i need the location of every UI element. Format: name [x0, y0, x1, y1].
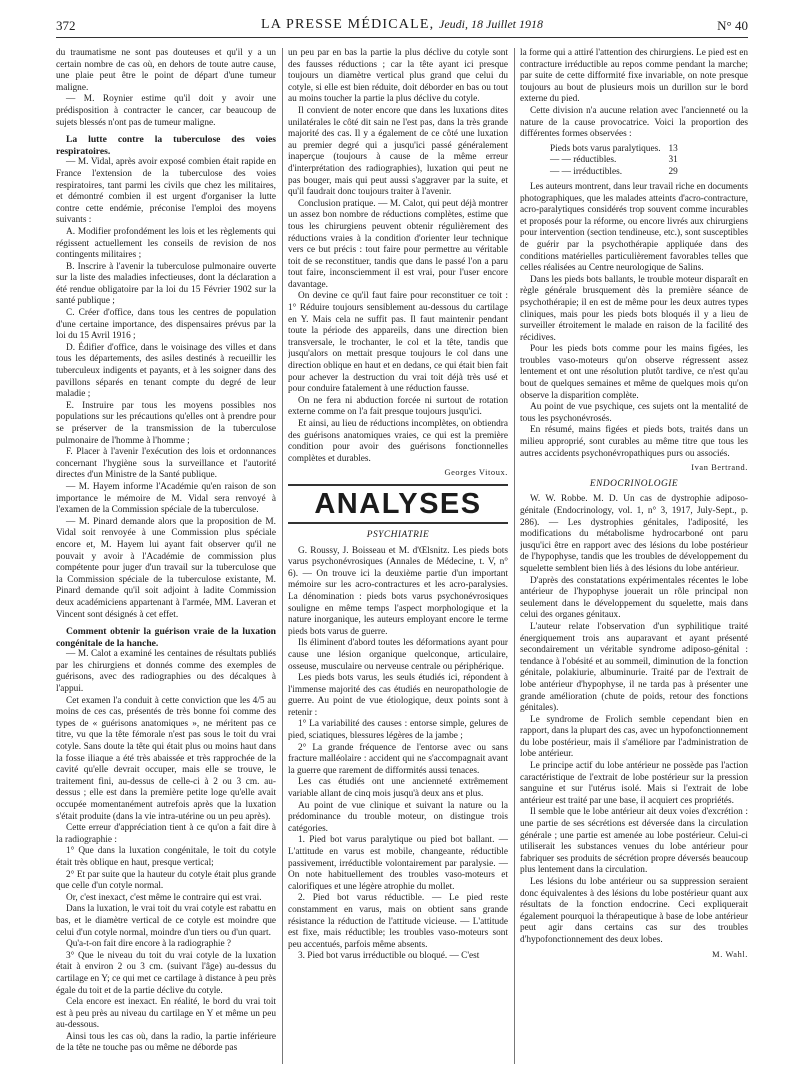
list-item: E. Instruire par tous les moyens possibles nos populations sur les précautions qu'elles ont à prendre pour se préserver de la transmission de la tuberculose pulmonaire de l'homme à l'homme ;: [56, 400, 276, 446]
paragraph: Les auteurs montrent, dans leur travail riche en documents photographiques, que les malades atteints d'acro-contracture, acro-paralytiques considérés trop souvent comme incurables et proposés pour la réforme, ou encore livrés aux chirurgiens pour intervention (section tendineuse, etc.), sont susceptibles de guérir par la psychothérapie appliquée dans des conditions matérielles particulièrement favorables telles que celles réalisées au Centre neurologique de Salins.: [520, 181, 748, 274]
column-rule: [282, 48, 283, 1064]
paragraph: — M. Vidal, après avoir exposé combien était rapide en France l'extension de la tuberculose des voies respiratoires, tant parmi les civils que chez les militaires, et démontré combien il est urgent d'organiser la lutte contre cette endémie, préconise l'emploi des moyens suivants :: [56, 157, 276, 226]
paragraph: 1° Que dans la luxation congénitale, le toit du cotyle était très oblique en haut, presque vertical;: [56, 846, 276, 868]
column-3: [520, 48, 748, 1070]
paragraph: Le syndrome de Frolich semble cependant bien en rapport, dans la plupart des cas, avec un hypofonctionnement du lobe postérieur, mais il s'améliore par l'administration de lobe antérieur.: [520, 714, 748, 760]
masthead: [56, 16, 748, 38]
paragraph: Au point de vue psychique, ces sujets ont la mentalité de tous les psychonévrosés.: [520, 402, 748, 424]
list-item: F. Placer à l'avenir l'exécution des lois et ordonnances concernant l'hygiène sous la surveillance et l'autorité directes d'un Ministre de la Santé publique.: [56, 447, 276, 481]
column-1: [56, 48, 276, 1070]
table-cell-label: — — irréductibles.: [550, 166, 623, 177]
paragraph: En résumé, mains figées et pieds bots, traités dans un milieu approprié, sont curables au même titre que tous les autres accidents psychonévropathiques purs ou associés.: [520, 425, 748, 459]
table-cell-value: 31: [668, 155, 678, 166]
paragraph: Et ainsi, au lieu de réductions incomplètes, on obtiendra des guérisons anatomiques vraies, ce qui est la première condition pour avoir des guérisons fonctionnelles complètes et durables.: [288, 419, 508, 464]
paragraph: Le principe actif du lobe antérieur ne possède pas l'action caractéristique de l'extrait de lobe postérieur sur la pression sanguine et sur l'utérus isolé. Mais si l'extrait de lobe antérieur est traité par une base, il acquiert ces propriétés.: [520, 761, 748, 806]
author-signature: Georges Vitoux.: [444, 468, 508, 478]
column-rule: [514, 48, 515, 1064]
proportion-table: [546, 144, 682, 178]
paragraph: Pour les pieds bots comme pour les mains figées, les troubles vaso-moteurs qu'on observe régressent assez lentement et ont une résolution plutôt tardive, ce n'est qu'au bout de quelques semaines et même de quelques mois qu'on observe la disparition complète.: [520, 344, 748, 401]
paragraph: 2° La grande fréquence de l'entorse avec ou sans fracture malléolaire : accident qui ne s'accompagnait avant la guerre que rarement de difformités aussi tenaces.: [288, 742, 508, 776]
paragraph: Or, c'est inexact, c'est même le contraire qui est vrai.: [66, 892, 262, 903]
paragraph: G. Roussy, J. Boisseau et M. d'Œlsnitz. Les pieds bots varus psychonévrosiques (Annales de Médecine, t. V, n° 6). — On trouve ici la deuxième partie d'un important mémoire sur les acro-contractures et les acro-paralysies. La dénomination : pieds bots varus psychonévrosiques souligne en même temps l'aspect morphologique et la nature inorganique, les auteurs employant encore le terme pieds bots varus de guerre.: [288, 545, 508, 637]
paragraph: On devine ce qu'il faut faire pour reconstituer ce toit : 1° Réduire toujours sensiblement au-dessous du cartilage en Y. Mais cela ne suffit pas. Il faut maintenir pendant toute la période des appareils, dans une direction bien transversale, le trochanter, le col et la tête, tandis que jusqu'alors on mettait presque toujours le col dans une direction oblique en haut et en dedans, ce qui était bien fait pour achever la destruction du vrai toit déjà très usé et pour conduire fatalement à une réduction fausse.: [288, 291, 508, 395]
paragraph: Il convient de noter encore que dans les luxations dites unilatérales le côté dit sain ne l'est pas, dans la très grande majorité des cas. Il y a également de ce côté une luxation au premier degré qui a jusqu'ici passé généralement inaperçue (toujours à cause de la même erreur d'interprétation des radiographies), luxation qui peut ne pas bouger, mais qui peut aussi s'aggraver par la suite, et qu'il faudrait donc toujours traiter à l'avenir.: [288, 105, 508, 198]
article-heading: La lutte contre la tuberculose des voies respiratoires.: [56, 134, 276, 157]
paragraph: du traumatisme ne sont pas douteuses et qu'il y a un certain nombre de cas où, en dehors de toute autre cause, une plaie peut être le point de départ d'une tumeur maligne.: [56, 48, 276, 93]
journal-name: LA PRESSE MÉDICALE,: [260, 17, 435, 32]
paragraph: Dans les pieds bots ballants, le trouble moteur disparaît en règle générale brusquement dès la première séance de psychothérapie; il en est de même pour les deux autres types cliniques, mais pour les pieds bots bloqués il y a lieu de surveiller étroitement le malade en raison de la facilité des récidives.: [520, 274, 748, 343]
table-cell-value: 29: [668, 166, 678, 177]
paragraph: — M. Roynier estime qu'il doit y avoir une prédisposition à contracter le cancer, car beaucoup de sujets blessés n'ont pas de tumeur maligne.: [56, 94, 276, 128]
table-row: [546, 155, 682, 166]
article-heading: Comment obtenir la guérison vraie de la luxation congénitale de la hanche.: [56, 626, 276, 649]
paragraph: 3. Pied bot varus irréductible ou bloqué. — C'est: [298, 951, 480, 962]
paragraph: On ne fera ni abduction forcée ni surtout de rotation externe comme on l'a fait presque toujours jusqu'ici.: [288, 395, 508, 418]
table-row: [546, 144, 682, 155]
paragraph: Ils éliminent d'abord toutes les déformations ayant pour cause une lésion organique quelconque, articulaire, osseuse, musculaire ou nerveuse centrale ou périphérique.: [288, 638, 508, 672]
paragraph: — M. Hayem informe l'Académie qu'en raison de son importance le mémoire de M. Vidal sera renvoyé à l'examen de la Commission spéciale de la tuberculose.: [56, 481, 276, 516]
paragraph: — M. Pinard demande alors que la proposition de M. Vidal soit renvoyée à une Commission plus spéciale encore et, M. Hayem lui ayant fait observer qu'il ne pouvait y avoir à l'Académie de commission plus compétente pour juger d'un travail sur la tuberculose que la Commission spéciale de la tuberculose existante, M. Pinard demande qu'il soit adjoint à ladite Commission deux académiciens appartenant à l'armée, MM. Laveran et Vincent sont désignés à cet effet.: [56, 516, 276, 620]
paragraph: 3° Que le niveau du toit du vrai cotyle de la luxation était à environ 2 ou 3 cm. (suivant l'âge) au-dessus du cartilage en Y; ce qui met ce cartilage à distance à peu près égale du toit et de la partie déclive du cotyle.: [56, 950, 276, 996]
issue-date: Jeudi, 18 Juillet 1918: [439, 17, 543, 31]
paragraph: 2° Et par suite que la hauteur du cotyle était plus grande que celle d'un cotyle normal.: [56, 869, 276, 892]
author-signature: M. Wahl.: [712, 949, 748, 959]
issue-number: N° 40: [717, 18, 748, 33]
list-item: C. Créer d'office, dans tous les centres de population d'une certaine importance, des dispensaires prévus par la loi du 15 Avril 1916 ;: [56, 308, 276, 342]
paragraph: la forme qui a attiré l'attention des chirurgiens. Le pied est en contracture irréductible au repos comme pendant la marche; par suite de cette difformité fixe invariable, on note presque toujours au bout de plusieurs mois un durillon sur le bord externe du pied.: [520, 48, 748, 105]
paragraph: 1° La variabilité des causes : entorse simple, gelures de pied, sciatiques, blessures légères de la jambe ;: [288, 719, 508, 742]
paragraph: Ainsi tous les cas où, dans la radio, la partie inférieure de la tête ne touche pas ou même ne déborde pas: [56, 1031, 276, 1054]
paragraph: Dans la luxation, le vrai toit du vrai cotyle est rabattu en bas, et le diamètre vertical de ce cotyle est moindre que celui d'un cotyle normal, moindre d'un tiers ou d'un quart.: [56, 904, 276, 938]
paragraph: Cet examen l'a conduit à cette conviction que les 4/5 au moins de ces cas, présentés de très bonne foi comme des types de « guérisons anatomiques », ne méritent pas ce titre, vu que la tête fémorale n'est pas sous le toit du vrai cotyle. Sans doute la tête qui était plus ou moins haut dans la fosse iliaque a été très abaissée et très rapprochée de la cavité qu'elle devrait occuper, mais elle se trouve, le traitement fini, au-dessus de celle-ci à 2 ou 3 cm. au-dessus ; elle est dans la première petite loge qu'elle avait occupée momentanément autrefois après que la luxation s'était produite (dans la vie intra-utérine ou un peu après).: [56, 695, 276, 822]
paragraph: Cette erreur d'appréciation tient à ce qu'on a fait dire à la radiographie :: [56, 823, 276, 845]
column-2: [288, 48, 508, 1070]
paragraph: Les pieds bots varus, les seuls étudiés ici, répondent à l'immense majorité des cas étudiés en neuropathologie de guerre. Au point de vue étiologique, deux points sont à retenir :: [288, 673, 508, 718]
list-item: D. Édifier d'office, dans le voisinage des villes et dans tous les départements, des asiles destinés à recueillir les tuberculeux indigents et payants, et à les soigner dans des pavillons séparés en tenant compte du degré de leur maladie ;: [56, 342, 276, 400]
rubric-title: PSYCHIATRIE: [366, 529, 430, 540]
author-signature: Ivan Bertrand.: [691, 463, 748, 473]
paragraph: 2. Pied bot varus réductible. — Le pied reste constamment en varus, mais on obtient sans grande résistance la réduction de l'attitude vicieuse. — L'attitude est fixe, mais réductible; les troubles vaso-moteurs sont peu accentués, parfois même absents.: [288, 893, 508, 950]
paragraph: — M. Calot a examiné les centaines de résultats publiés par les chirurgiens et donnés comme des exemples de guérisons, avec des radiographies ou des décalques à l'appui.: [56, 649, 276, 695]
paragraph: W. W. Robbe. M. D. Un cas de dystrophie adiposo-génitale (Endocrinology, vol. 1, n° 3, 1917, July-Sept., p. 286). — Les dystrophies génitales, l'adiposité, les modifications du métabolisme hydrocarboné ont paru jusqu'ici être en rapport avec des lésions du lobe postérieur de l'hypophyse, tandis que les troubles de développement du squelette semblent bien liés à des lésions du lobe antérieur.: [520, 494, 748, 574]
page-number: 372: [56, 18, 76, 33]
paragraph: Les cas étudiés ont une ancienneté extrêmement variable allant de cinq mois jusqu'à deux ans et plus.: [288, 777, 508, 800]
paragraph: 1. Pied bot varus paralytique ou pied bot ballant. — L'attitude en varus est mobile, changeante, réductible passivement, irréductible volontairement par paralysie. — On note habituellement des troubles vaso-moteurs et calorifiques et une légère atrophie du mollet.: [288, 835, 508, 892]
table-row: [546, 167, 682, 178]
paragraph: Les lésions du lobe antérieur ou sa suppression seraient donc équivalentes à des lésions du lobe postérieur quant aux résultats de la fonction endocrine. Ceci expliquerait également pourquoi la thérapeutique à base de lobe antérieur peut agir dans certains cas sur des troubles d'hypofonctionnement des deux lobes.: [520, 877, 748, 945]
paragraph: D'après des constatations expérimentales récentes le lobe antérieur de l'hypophyse jouerait un rôle principal non seulement dans le développement du squelette, mais dans celui des organes génitaux.: [520, 575, 748, 621]
paragraph: Cela encore est inexact. En réalité, le bord du vrai toit est à peu près au niveau du cartilage en Y et même un peu au-dessous.: [56, 997, 276, 1031]
journal-title: [56, 17, 748, 33]
table-cell-label: Pieds bots varus paralytiques.: [550, 143, 661, 154]
paragraph: un peu par en bas la partie la plus déclive du cotyle sont des fausses réductions ; car la tête ayant ici presque toujours un diamètre vertical plus grand que celui du cotyle, si elle est bien réduite, doit déborder en bas ou tout au moins toucher la partie la plus déclive du cotyle.: [288, 48, 508, 105]
paragraph: Cette division n'a aucune relation avec l'ancienneté ou la nature de la cause provocatrice. Voici la proportion des différentes formes observées :: [520, 105, 748, 140]
rubric-title: ENDOCRINOLOGIE: [589, 478, 679, 489]
paragraph: Conclusion pratique. — M. Calot, qui peut déjà montrer un assez bon nombre de réductions complètes, estime que tous les chirurgiens peuvent obtenir régulièrement des réductions vraies à la condition d'orienter leur technique vers ce but précis : tout faire pour permettre au véritable toit de se reconstituer, tandis que dans le passé l'on a paru tout faire, inconsciemment il est vrai, pour l'user encore davantage.: [288, 198, 508, 290]
paragraph: Il semble que le lobe antérieur ait deux voies d'excrétion : une partie de ses sécrétions est déversée dans la circulation générale ; une partie est amenée au lobe postérieur. Celui-ci utiliserait les substances venues du lobe antérieur pour fabriquer ses produits de sécrétion propre déversés beaucoup plus lentement dans la circulation.: [520, 807, 748, 876]
table-cell-label: — — réductibles.: [550, 155, 617, 166]
paragraph: Au point de vue clinique et suivant la nature ou la prédominance du trouble moteur, on distingue trois catégories.: [288, 800, 508, 834]
paragraph: L'auteur relate l'observation d'un syphilitique traité énergiquement trois ans auparavant et ayant présenté secondairement un véritable syndrome adiposo-génital : tendance à l'obésité et au sommeil, diminution de la fonction génitale, polakiurie, albuminurie. Traité par de l'extrait de lobe antérieur d'hypophyse, il ne tarda pas à présenter une grande amélioration (chute de poids, retour des fonctions génitales).: [520, 621, 748, 714]
section-title: ANALYSES: [288, 484, 508, 524]
table-cell-value: 13: [668, 143, 678, 154]
list-item: A. Modifier profondément les lois et les règlements qui régissent actuellement les conseils de revision de nos contingents militaires ;: [56, 226, 276, 261]
paragraph: Qu'a-t-on fait dire encore à la radiographie ?: [66, 939, 232, 950]
list-item: B. Inscrire à l'avenir la tuberculose pulmonaire ouverte sur la liste des maladies infectieuses, dont la déclaration a été rendue obligatoire par la loi du 15 Février 1902 sur la santé publique ;: [56, 261, 276, 307]
